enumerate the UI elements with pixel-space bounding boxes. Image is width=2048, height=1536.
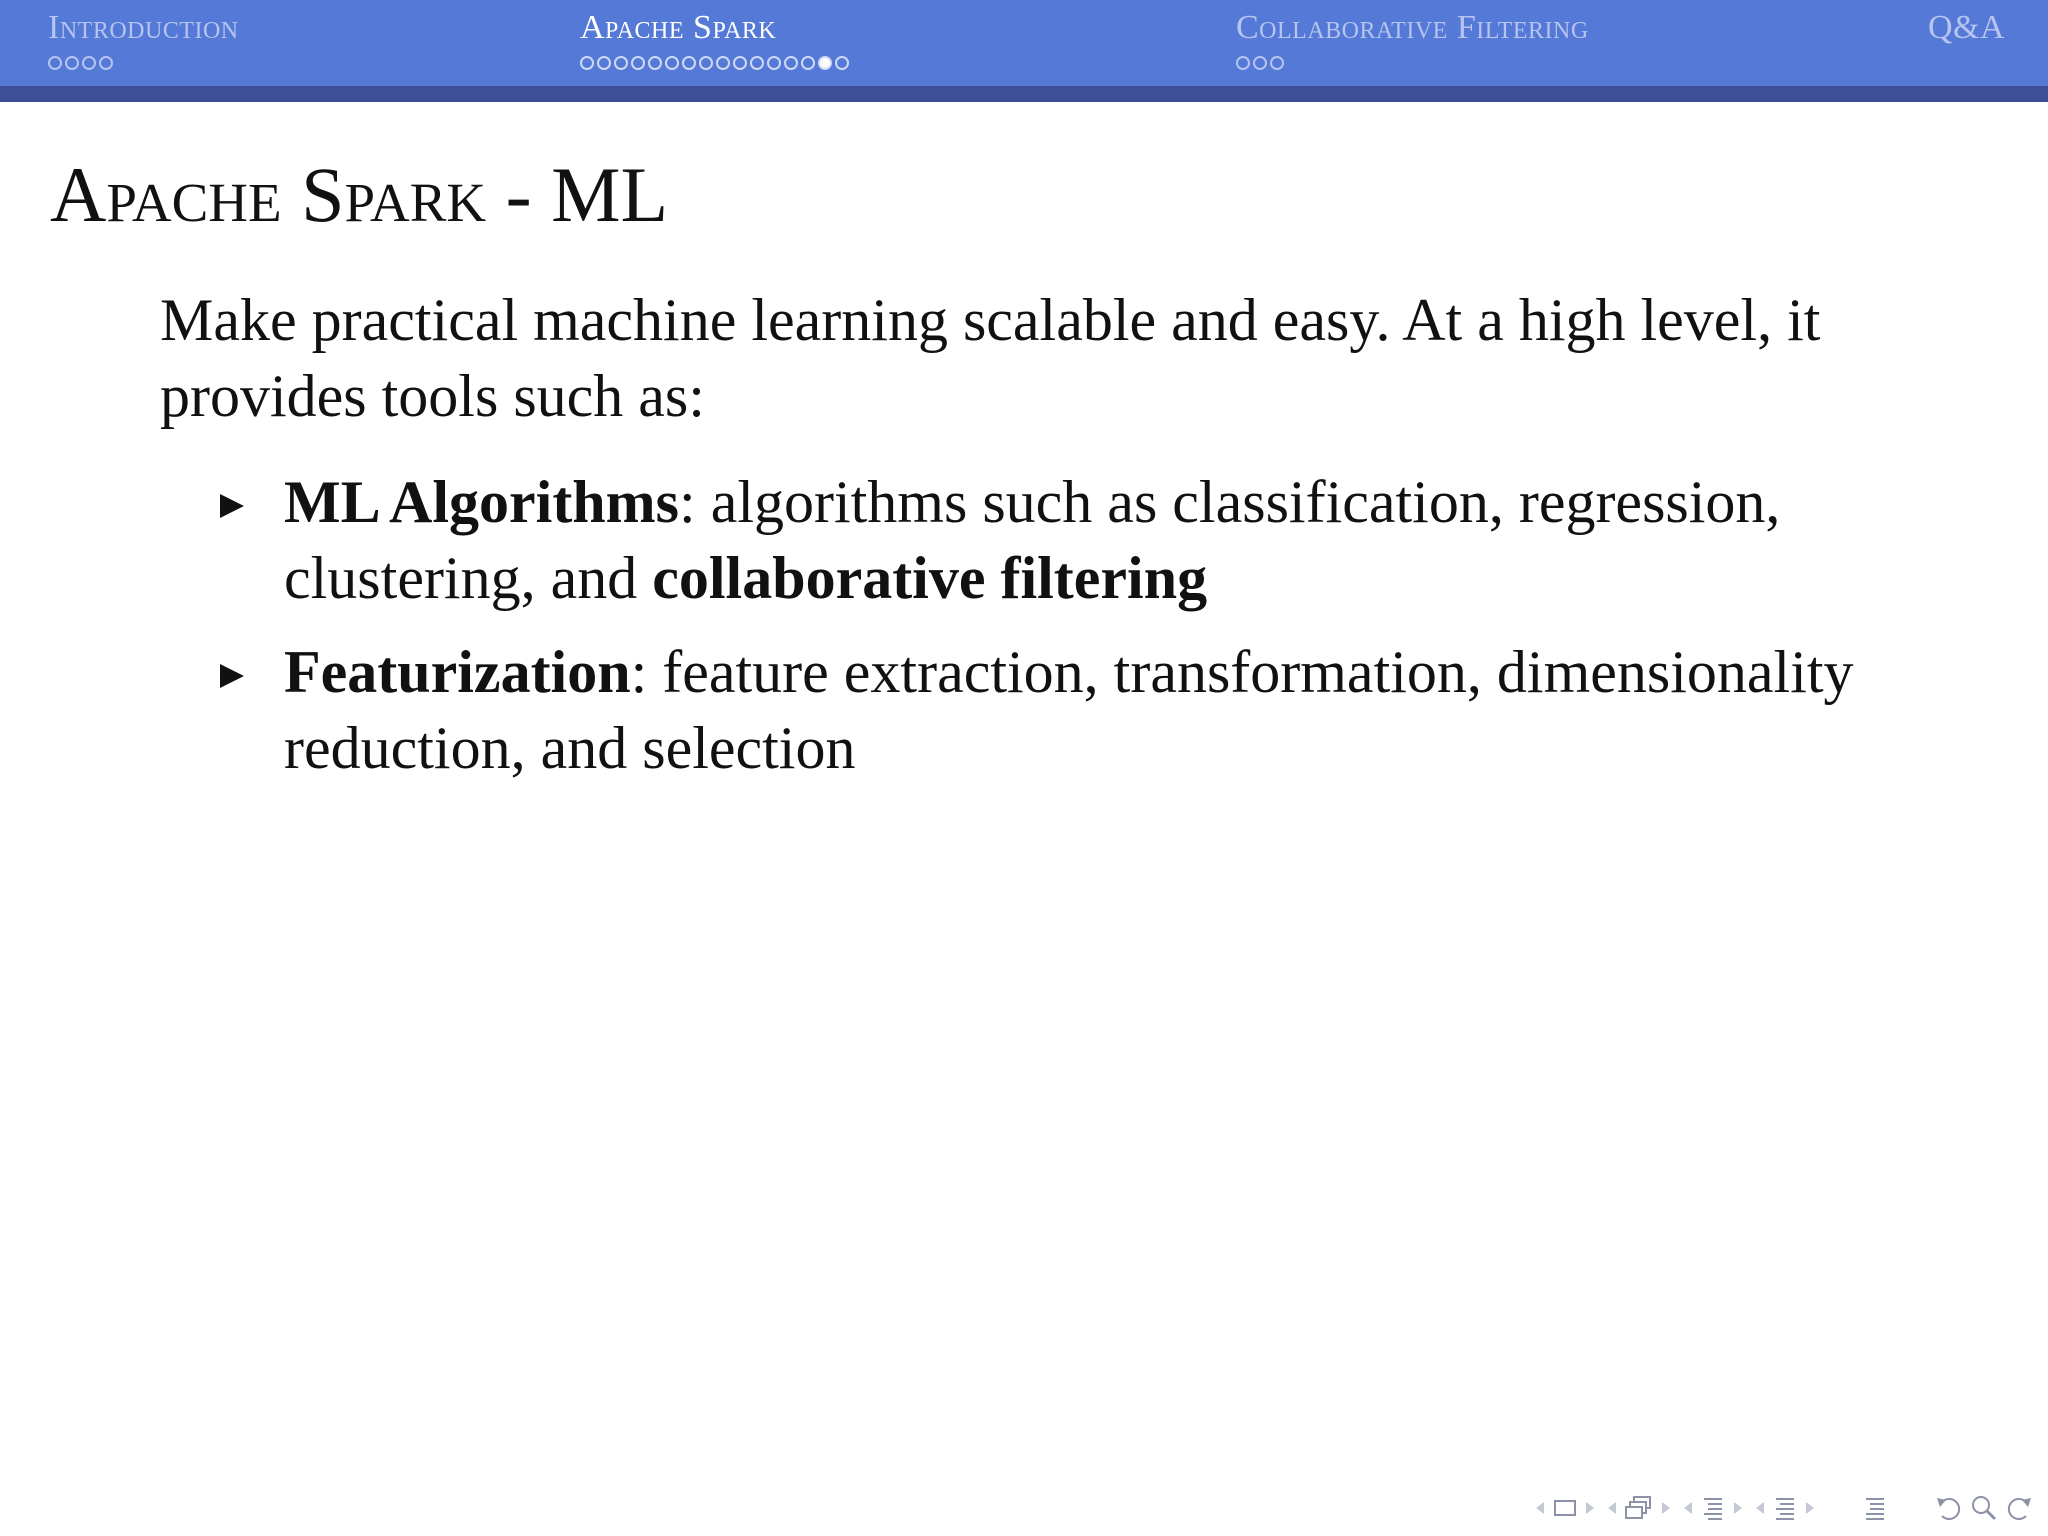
frame-nav-group[interactable] (1534, 1498, 1596, 1518)
nav-dots-collaborative-filtering (1236, 56, 1589, 70)
prev-section-icon[interactable] (1682, 1499, 1694, 1517)
nav-dot[interactable] (82, 56, 96, 70)
triangle-bullet-icon (220, 664, 244, 688)
prev-doc-icon[interactable] (1754, 1499, 1766, 1517)
header-navigation-bar (0, 0, 2048, 86)
nav-dot[interactable] (597, 56, 611, 70)
bullet-separator: : (630, 639, 648, 705)
bullet-text: algorithms such as classification, regression, clustering, and (284, 469, 1781, 611)
prev-subsection-icon[interactable] (1606, 1499, 1618, 1517)
nav-dot[interactable] (784, 56, 798, 70)
subsection-nav-group[interactable] (1606, 1495, 1672, 1521)
bullet-emphasis: collaborative filtering (652, 545, 1208, 611)
nav-section-title[interactable]: Apache Spark (580, 9, 777, 46)
back-icon[interactable] (1934, 1494, 1964, 1522)
nav-dot[interactable] (48, 56, 62, 70)
slide-title: Apache Spark - ML (50, 151, 669, 238)
next-frame-icon[interactable] (1584, 1499, 1596, 1517)
header-shadow-strip (0, 86, 2048, 102)
bullet-separator: : (679, 469, 696, 535)
search-icon[interactable] (1970, 1494, 1998, 1522)
subsection-icon[interactable] (1624, 1495, 1654, 1521)
section-icon[interactable] (1700, 1495, 1726, 1521)
forward-icon[interactable] (2004, 1494, 2034, 1522)
nav-dot[interactable] (682, 56, 696, 70)
nav-dot[interactable] (648, 56, 662, 70)
nav-section-introduction[interactable] (48, 8, 239, 70)
nav-dot[interactable] (65, 56, 79, 70)
nav-dots-introduction (48, 56, 239, 70)
nav-section-qa[interactable] (1928, 8, 2005, 48)
bullet-item-featurization (220, 634, 1900, 786)
nav-dot[interactable] (750, 56, 764, 70)
prev-frame-icon[interactable] (1534, 1499, 1546, 1517)
nav-dot[interactable] (835, 56, 849, 70)
outline-nav-group[interactable] (1862, 1495, 1888, 1521)
nav-section-apache-spark[interactable] (580, 8, 849, 70)
search-nav-group[interactable] (1934, 1494, 2034, 1522)
nav-dot[interactable] (699, 56, 713, 70)
next-section-icon[interactable] (1732, 1499, 1744, 1517)
nav-dot[interactable] (801, 56, 815, 70)
nav-dot[interactable] (665, 56, 679, 70)
nav-section-title[interactable]: Collaborative Filtering (1236, 9, 1589, 46)
bullet-term: ML Algorithms (284, 469, 680, 535)
nav-dot-current[interactable] (818, 56, 832, 70)
nav-dot[interactable] (614, 56, 628, 70)
section-nav-group[interactable] (1682, 1495, 1744, 1521)
nav-dot[interactable] (767, 56, 781, 70)
next-subsection-icon[interactable] (1660, 1499, 1672, 1517)
bullet-term: Featurization (284, 639, 631, 705)
nav-dot[interactable] (631, 56, 645, 70)
nav-dots-apache-spark (580, 56, 849, 70)
frame-icon[interactable] (1552, 1498, 1578, 1518)
nav-dot[interactable] (1253, 56, 1267, 70)
nav-dot[interactable] (99, 56, 113, 70)
bullet-item-ml-algorithms (220, 464, 1900, 616)
bullet-list (220, 464, 1900, 804)
nav-dot[interactable] (716, 56, 730, 70)
document-icon[interactable] (1772, 1495, 1798, 1521)
bullet-text: feature extraction, transformation, dimensionality reduction, and selection (284, 639, 1854, 781)
triangle-bullet-icon (220, 494, 244, 518)
nav-section-title[interactable]: Q&A (1928, 9, 2006, 46)
beamer-navigation-symbols (1534, 1494, 2034, 1522)
nav-section-title[interactable]: Introduction (48, 9, 239, 46)
nav-dot[interactable] (1236, 56, 1250, 70)
nav-dot[interactable] (580, 56, 594, 70)
outline-icon[interactable] (1862, 1495, 1888, 1521)
nav-dot[interactable] (1270, 56, 1284, 70)
intro-paragraph: Make practical machine learning scalable and easy. At a high level, it provides tools such as: (160, 287, 1821, 429)
nav-dot[interactable] (733, 56, 747, 70)
nav-section-collaborative-filtering[interactable] (1236, 8, 1589, 70)
document-nav-group[interactable] (1754, 1495, 1816, 1521)
next-doc-icon[interactable] (1804, 1499, 1816, 1517)
